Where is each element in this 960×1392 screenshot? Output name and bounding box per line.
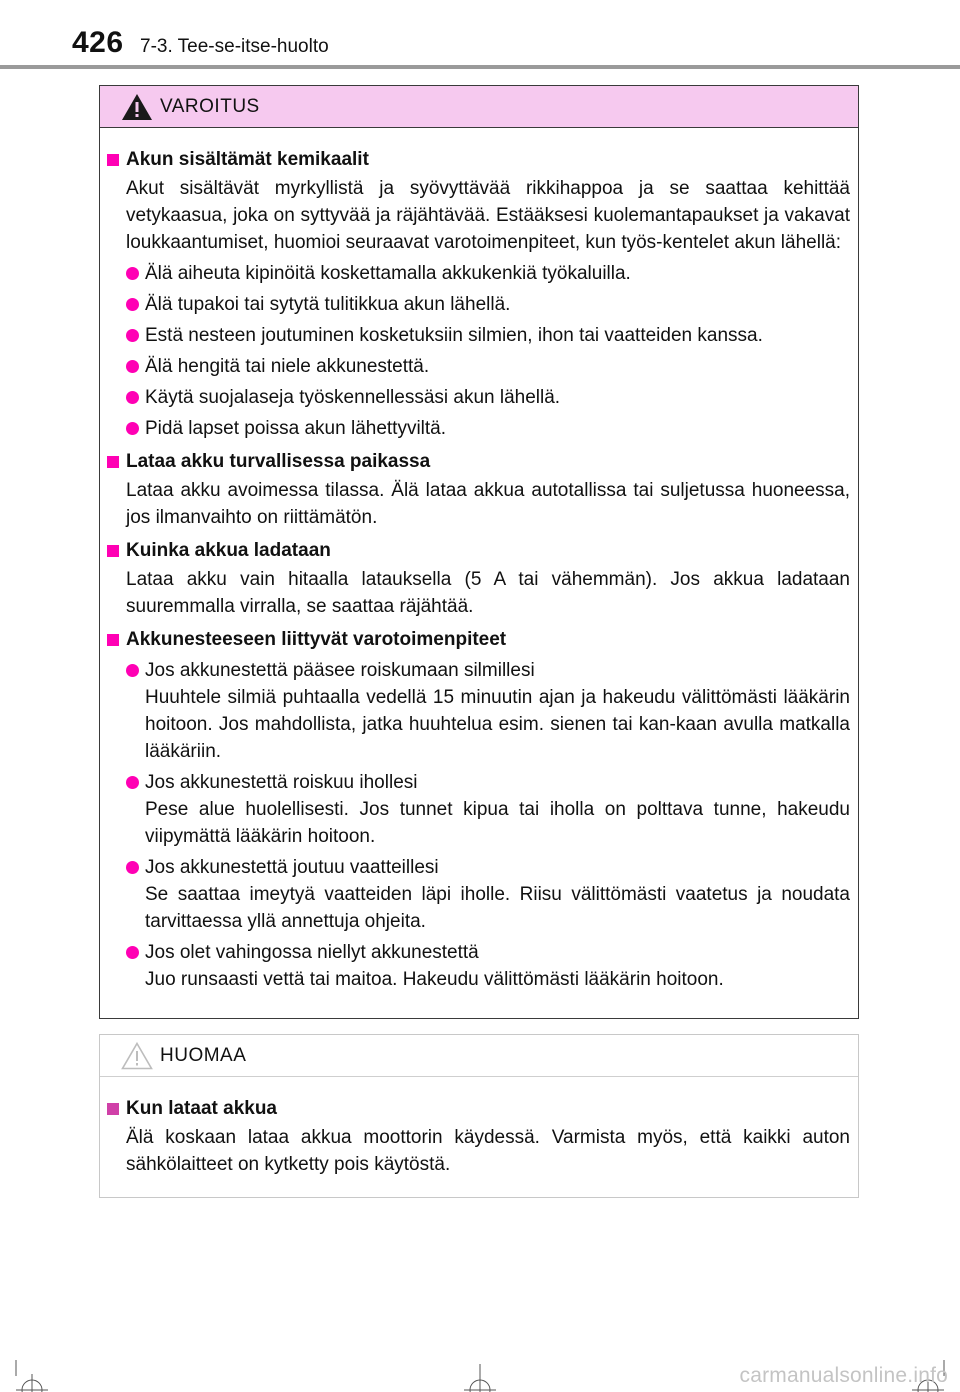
section-heading-text: Akun sisältämät kemikaalit [126,149,369,170]
page-header [0,0,960,70]
list-item [107,769,850,850]
section-heading [107,537,850,564]
square-bullet-icon [107,154,119,166]
list-item [107,854,850,935]
square-bullet-icon [107,634,119,646]
section-paragraph: Akut sisältävät myrkyllistä ja syövyttävää rikkihappoa ja se saattaa kehittää vetykaasua, joka on syttyvää ja räjähtävää. Estääksesi kuolemantapaukset ja vakavat loukkaantumiset, huomioi seuraavat varotoimenpiteet, kun työs-kentelet akun lähellä: [126,178,850,253]
section-heading-text: Kun lataat akkua [126,1098,277,1119]
list-item-title: Jos akkunestettä pääsee roiskumaan silmillesi [145,660,535,681]
list-item-text: Älä tupakoi tai sytytä tulitikkua akun lähellä. [145,294,511,315]
circle-bullet-icon [126,861,139,874]
warning-triangle-icon [120,92,154,122]
section-title: 7-3. Tee-se-itse-huolto [140,36,329,57]
section-heading [107,146,850,173]
section-heading-text: Kuinka akkua ladataan [126,540,331,561]
list-item [107,353,850,380]
list-item-body: Se saattaa imeytyä vaatteiden läpi iholle. Riisu välittömästi vaatetus ja noudata tarvittaessa yllä annettuja ohjeita. [145,884,850,932]
list-item-text: Pidä lapset poissa akun lähettyviltä. [145,418,447,439]
list-item-title: Jos akkunestettä joutuu vaatteillesi [145,857,439,878]
section-paragraph: Lataa akku avoimessa tilassa. Älä lataa akkua autotallissa tai suljetussa huoneessa, jos ilmanvaihto on riittämätön. [126,480,850,528]
notice-box-header [100,1035,858,1077]
circle-bullet-icon [126,946,139,959]
notice-box [99,1034,859,1198]
list-item [107,322,850,349]
section-heading [107,1095,850,1122]
warning-box-header [100,86,858,128]
section-paragraph: Lataa akku vain hitaalla latauksella (5 A tai vähemmän). Jos akkua ladataan suuremmalla virralla, se saattaa räjähtää. [126,569,850,617]
list-item-text: Käytä suojalaseja työskennellessäsi akun lähellä. [145,387,561,408]
caution-triangle-icon [120,1041,154,1071]
circle-bullet-icon [126,776,139,789]
notice-body [100,1077,858,1178]
page-number: 426 [72,26,124,59]
square-bullet-icon [107,545,119,557]
circle-bullet-icon [126,360,139,373]
circle-bullet-icon [126,329,139,342]
warning-body [100,128,858,993]
section-paragraph: Älä koskaan lataa akkua moottorin käydessä. Varmista myös, että kaikki auton sähkölaitteet on kytketty pois käytöstä. [126,1127,850,1175]
circle-bullet-icon [126,298,139,311]
crop-mark-icon [12,1360,52,1392]
section-heading [107,448,850,475]
list-item [107,939,850,993]
section-heading [107,626,850,653]
list-item-text [145,769,850,850]
header-divider [0,65,960,69]
list-item [107,384,850,411]
list-item-text: Estä nesteen joutuminen kosketuksiin silmien, ihon tai vaatteiden kanssa. [145,325,763,346]
list-item [107,291,850,318]
list-item-text: Älä aiheuta kipinöitä koskettamalla akkukenkiä työkaluilla. [145,263,631,284]
list-item-body: Pese alue huolellisesti. Jos tunnet kipua tai iholla on polttava tunne, hakeudu viipymättä lääkärin hoitoon. [145,799,850,847]
square-bullet-icon [107,456,119,468]
circle-bullet-icon [126,391,139,404]
list-item-text [145,657,850,765]
section-heading-text: Akkunesteeseen liittyvät varotoimenpiteet [126,629,507,650]
circle-bullet-icon [126,664,139,677]
list-item-title: Jos akkunestettä roiskuu ihollesi [145,772,418,793]
list-item-title: Jos olet vahingossa niellyt akkunestettä [145,942,479,963]
list-item [107,657,850,765]
list-item-text [145,939,850,993]
list-item-body: Juo runsaasti vettä tai maitoa. Hakeudu välittömästi lääkärin hoitoon. [145,969,724,990]
circle-bullet-icon [126,267,139,280]
list-item-text [145,854,850,935]
list-item [107,260,850,287]
circle-bullet-icon [126,422,139,435]
section-heading-text: Lataa akku turvallisessa paikassa [126,451,431,472]
list-item-text: Älä hengitä tai niele akkunestettä. [145,356,430,377]
crop-mark-icon [460,1360,500,1392]
list-item-body: Huuhtele silmiä puhtaalla vedellä 15 minuutin ajan ja hakeudu välittömästi lääkärin hoitoon. Jos mahdollista, jatka huuhtelua esim. sienen tai kan-kaan avulla matkalla lääkäriin. [145,687,850,762]
list-item [107,415,850,442]
warning-box [99,85,859,1019]
square-bullet-icon [107,1103,119,1115]
warning-title: VAROITUS [160,95,260,117]
notice-title: HUOMAA [160,1044,247,1066]
watermark: carmanualsonline.info [739,1364,948,1387]
